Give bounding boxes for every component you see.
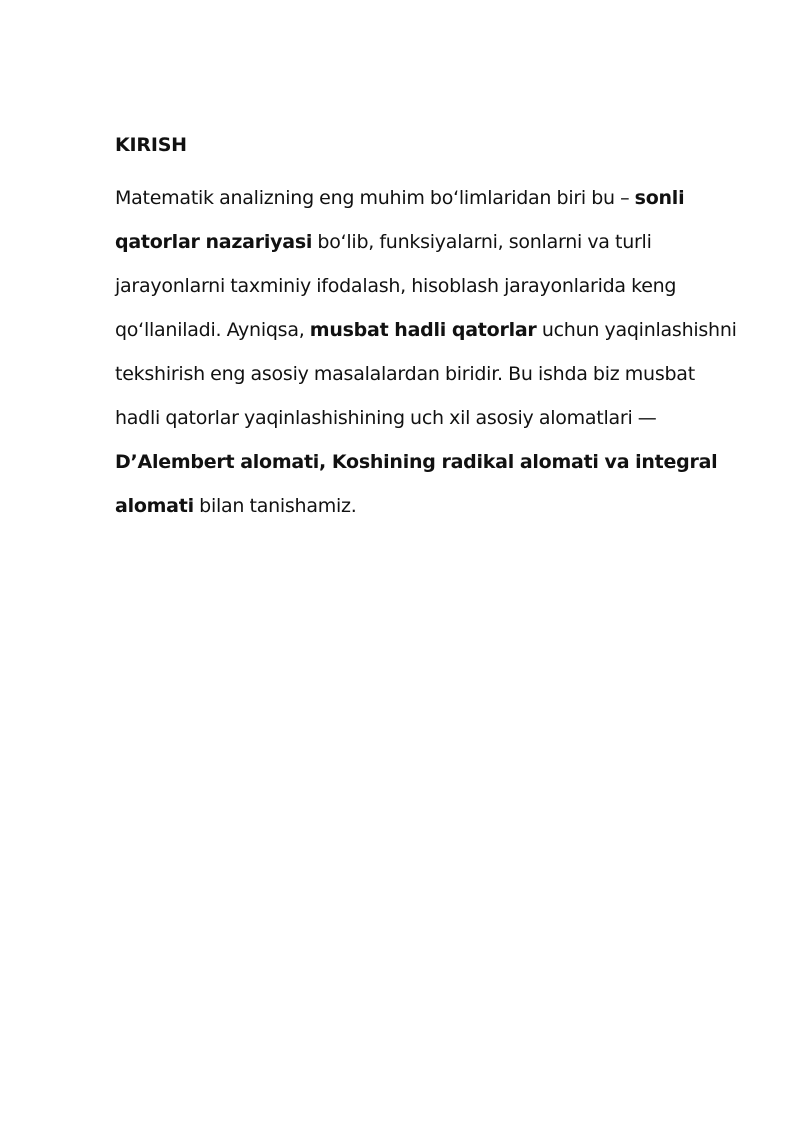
section-heading: KIRISH [115,134,187,156]
intro-paragraph [115,176,745,528]
bold-term: D’Alembert alomati, Koshining radikal alomati va integral alomati [115,451,718,517]
paragraph-text: Matematik analizning eng muhim bo‘limlaridan biri bu – [115,187,635,209]
paragraph-text: bilan tanishamiz. [193,495,357,517]
paragraph-text: uchun yaqinlashishni tekshirish eng asosiy masalalardan biridir. Bu ishda biz musbat hadli qatorlar yaqinlashishining uch xil asosiy alomatlari — [115,319,737,429]
bold-term: sonli qatorlar nazariyasi [115,187,685,253]
paragraph-text: bo‘lib, funksiyalarni, sonlarni va turli jarayonlarni taxminiy ifodalash, hisoblash jarayonlarida keng qo‘llaniladi. Ayniqsa, [115,231,677,341]
document-page [115,128,745,528]
bold-term: musbat hadli qatorlar [309,319,537,341]
